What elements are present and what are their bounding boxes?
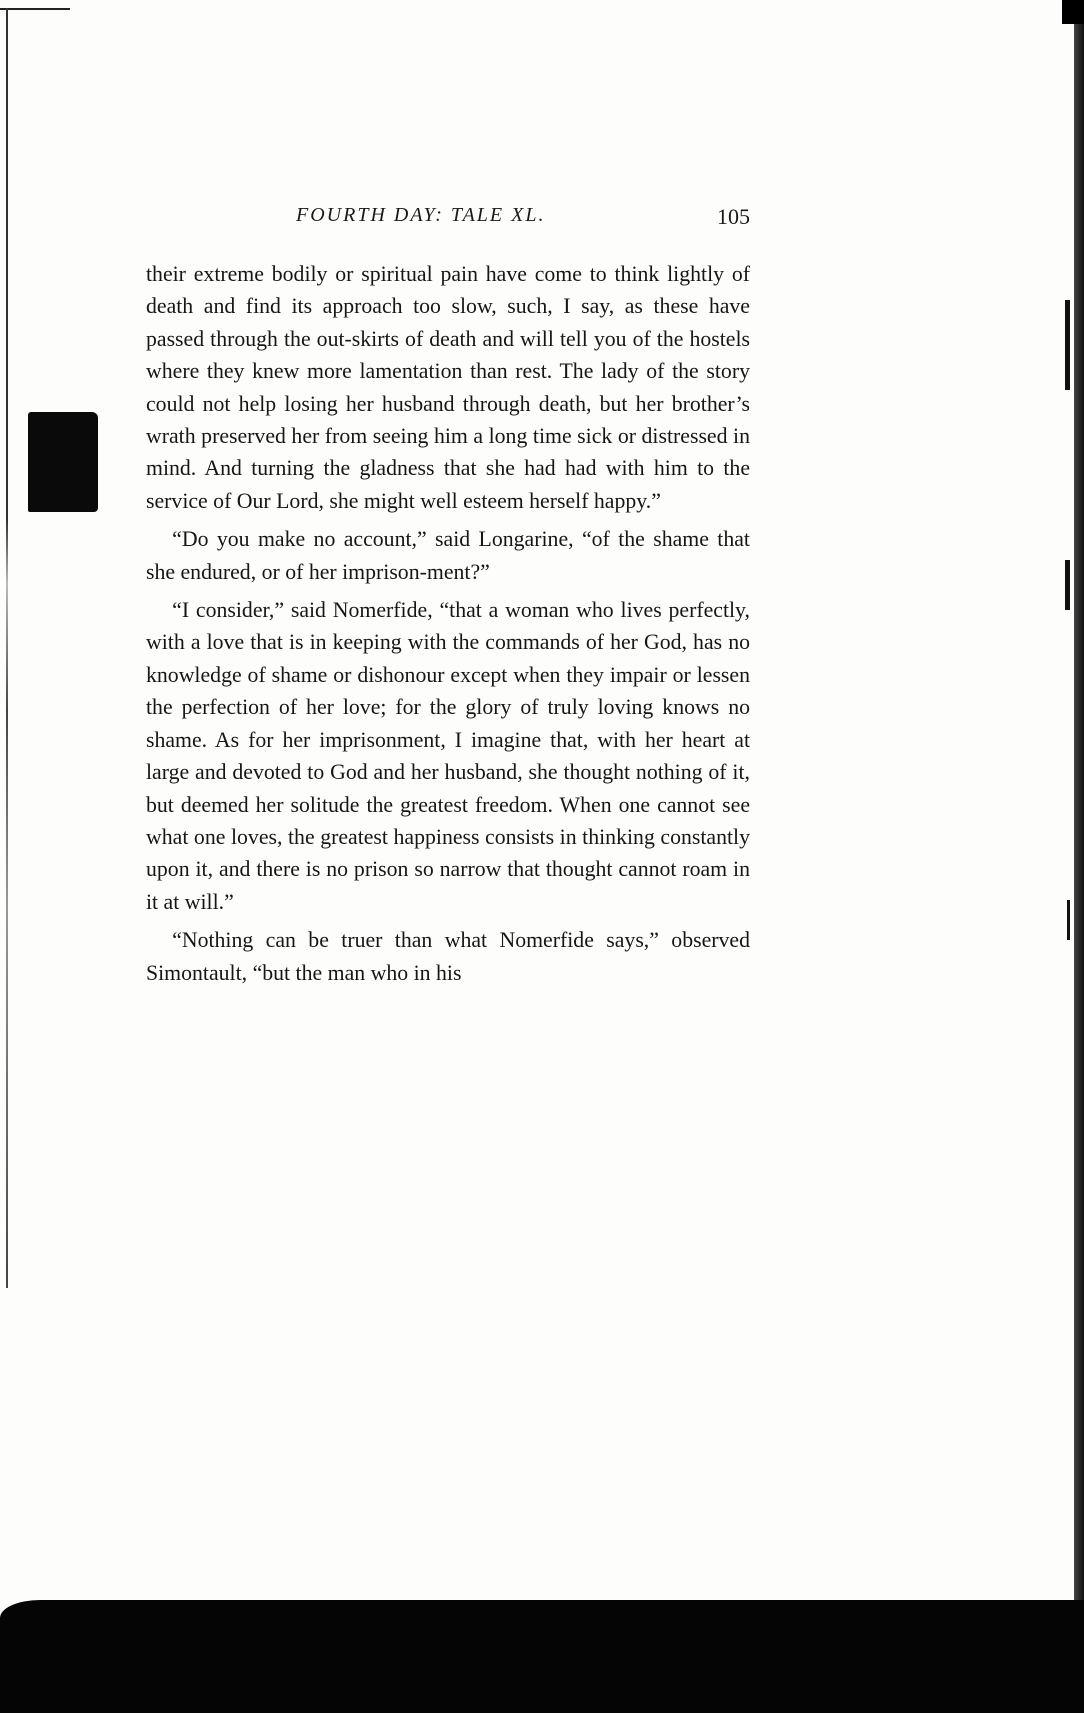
scan-margin-mark — [1065, 560, 1070, 610]
scan-edge-top — [0, 8, 70, 10]
running-head: FOURTH DAY: TALE XL. — [296, 204, 546, 226]
paragraph: “I consider,” said Nomerfide, “that a woman who lives perfectly, with a love that is in keeping with the commands of her God, has no knowledge of shame or dishonour except when they impair or lessen the perfection of her love; for the glory of truly loving knows no shame. As for her imprisonment, I imagine that, with her heart at large and devoted to God and her husband, she thought nothing of it, but deemed her solitude the greatest freedom. When one cannot see what one loves, the greatest happiness consists in thinking constantly upon it, and there is no prison so narrow that thought cannot roam in it at will.” — [146, 598, 750, 914]
page-header — [146, 204, 750, 238]
scan-corner-shadow — [1062, 0, 1084, 24]
scan-margin-mark — [1067, 900, 1070, 940]
scan-bottom-shadow — [0, 1600, 1084, 1713]
paragraph: “Do you make no account,” said Longarine, “of the shame that she endured, or of her imprison-ment?” — [146, 527, 750, 584]
scan-edge-right — [1074, 0, 1084, 1713]
body-text — [146, 258, 750, 989]
scan-margin-mark — [1065, 300, 1070, 390]
page-number: 105 — [717, 204, 750, 229]
paragraph: “Nothing can be truer than what Nomerfide says,” observed Simontault, “but the man who in his — [146, 928, 750, 985]
scan-edge-left — [6, 8, 8, 1288]
scan-ink-blot — [28, 412, 98, 512]
paragraph: their extreme bodily or spiritual pain have come to think lightly of death and find its approach too slow, such, I say, as these have passed through the out-skirts of death and will tell you of the hostels where they knew more lamentation than rest. The lady of the story could not help losing her husband through death, but her brother’s wrath preserved her from seeing him a long time sick or distressed in mind. And turning the gladness that she had had with him to the service of Our Lord, she might well esteem herself happy.” — [146, 262, 750, 513]
